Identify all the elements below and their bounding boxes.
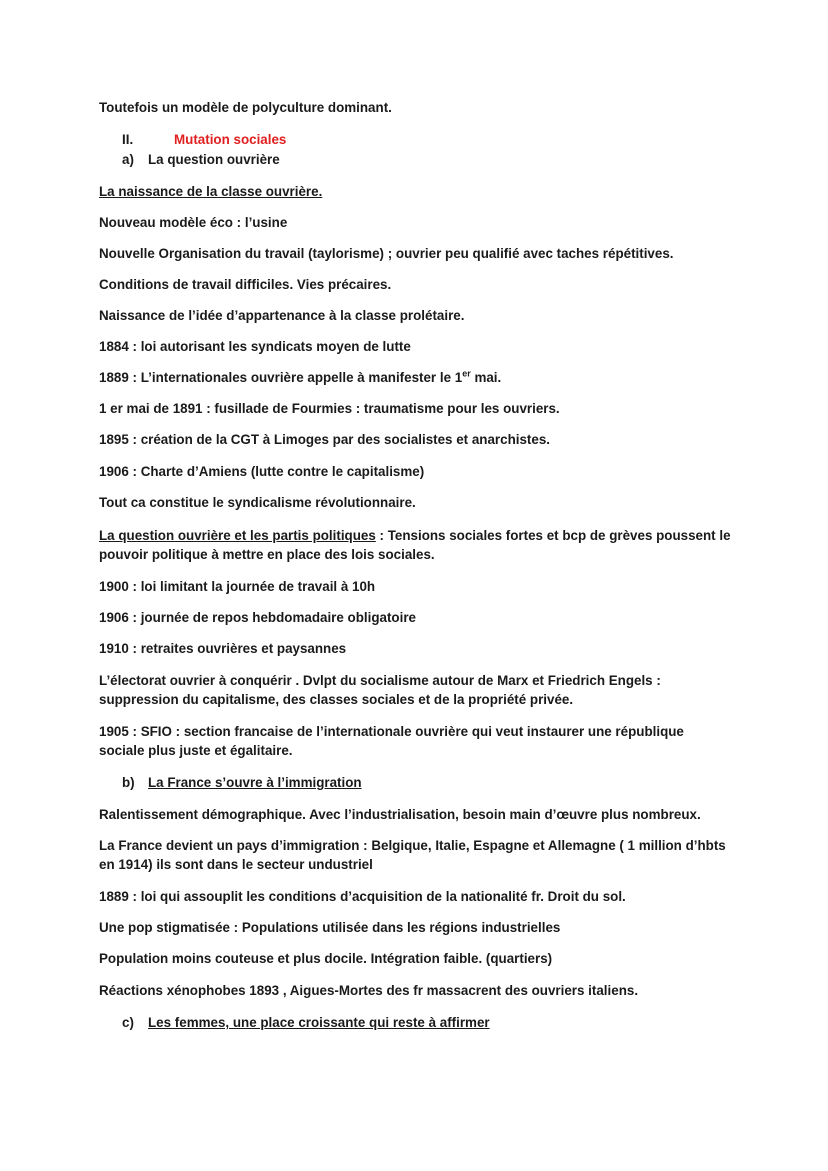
para-pop-stigmatisee: Une pop stigmatisée : Populations utilisée dans les régions industrielles (99, 920, 561, 935)
para-1906-repos: 1906 : journée de repos hebdomadaire obligatoire (99, 610, 416, 625)
para-1905-line1: 1905 : SFIO : section francaise de l’internationale ouvrière qui veut instaurer une république (99, 724, 684, 739)
subsection-c-letter: c) (122, 1015, 134, 1030)
para-1884: 1884 : loi autorisant les syndicats moyen de lutte (99, 339, 411, 354)
intro-line: Toutefois un modèle de polyculture dominant. (99, 100, 392, 115)
para-electorat-line2: suppression du capitalisme, des classes sociales et de la propriété privée. (99, 692, 574, 707)
para-naissance-idee: Naissance de l’idée d’appartenance à la classe prolétaire. (99, 308, 465, 323)
para-1889-superscript: er (462, 368, 471, 379)
heading-question-ouvriere: La question ouvrière et les partis politiques (99, 528, 376, 543)
para-1910: 1910 : retraites ouvrières et paysannes (99, 641, 347, 656)
section-2-title: Mutation sociales (174, 132, 287, 147)
para-1889-end: mai. (470, 370, 502, 385)
para-question-ouvriere (99, 527, 731, 545)
para-organisation-travail: Nouvelle Organisation du travail (taylorisme) ; ouvrier peu qualifié avec taches répétitives. (99, 246, 674, 261)
para-1895: 1895 : création de la CGT à Limoges par des socialistes et anarchistes. (99, 432, 551, 447)
para-1889-text: 1889 : L’internationales ouvrière appelle à manifester le 1 (99, 370, 463, 385)
para-reactions: Réactions xénophobes 1893 , Aigues-Mortes des fr massacrent des ouvriers italiens. (99, 983, 639, 998)
para-question-line1: : Tensions sociales fortes et bcp de grèves poussent le (375, 528, 731, 543)
subsection-b-letter: b) (122, 775, 135, 790)
heading-naissance-classe: La naissance de la classe ouvrière. (99, 184, 323, 199)
subsection-b-title: La France s’ouvre à l’immigration (148, 775, 362, 790)
para-modele-eco: Nouveau modèle éco : l’usine (99, 215, 288, 230)
subsection-c-title: Les femmes, une place croissante qui reste à affirmer (148, 1015, 490, 1030)
para-1900: 1900 : loi limitant la journée de travail à 10h (99, 579, 376, 594)
para-immigration-line1: La France devient un pays d’immigration : Belgique, Italie, Espagne et Allemagne ( 1 million d’hbts (99, 838, 726, 853)
para-1906-charte: 1906 : Charte d’Amiens (lutte contre le capitalisme) (99, 464, 425, 479)
section-2-number: II. (122, 132, 134, 147)
para-electorat-line1: L’électorat ouvrier à conquérir . Dvlpt du socialisme autour de Marx et Friedrich Engels : (99, 673, 661, 688)
para-question-line2: pouvoir politique à mettre en place des lois sociales. (99, 547, 435, 562)
subsection-a-title: La question ouvrière (148, 152, 280, 167)
para-1889 (99, 369, 501, 387)
para-1905-line2: sociale plus juste et égalitaire. (99, 743, 293, 758)
para-ralentissement: Ralentissement démographique. Avec l’industrialisation, besoin main d’œuvre plus nombreux. (99, 807, 701, 822)
para-conditions: Conditions de travail difficiles. Vies précaires. (99, 277, 392, 292)
para-immigration-line2: en 1914) ils sont dans le secteur undustriel (99, 857, 373, 872)
para-population: Population moins couteuse et plus docile. Intégration faible. (quartiers) (99, 951, 553, 966)
para-syndicalisme: Tout ca constitue le syndicalisme révolutionnaire. (99, 495, 416, 510)
subsection-a-letter: a) (122, 152, 134, 167)
para-1891: 1 er mai de 1891 : fusillade de Fourmies : traumatisme pour les ouvriers. (99, 401, 560, 416)
para-1889-nationalite: 1889 : loi qui assouplit les conditions d’acquisition de la nationalité fr. Droit du sol. (99, 889, 626, 904)
